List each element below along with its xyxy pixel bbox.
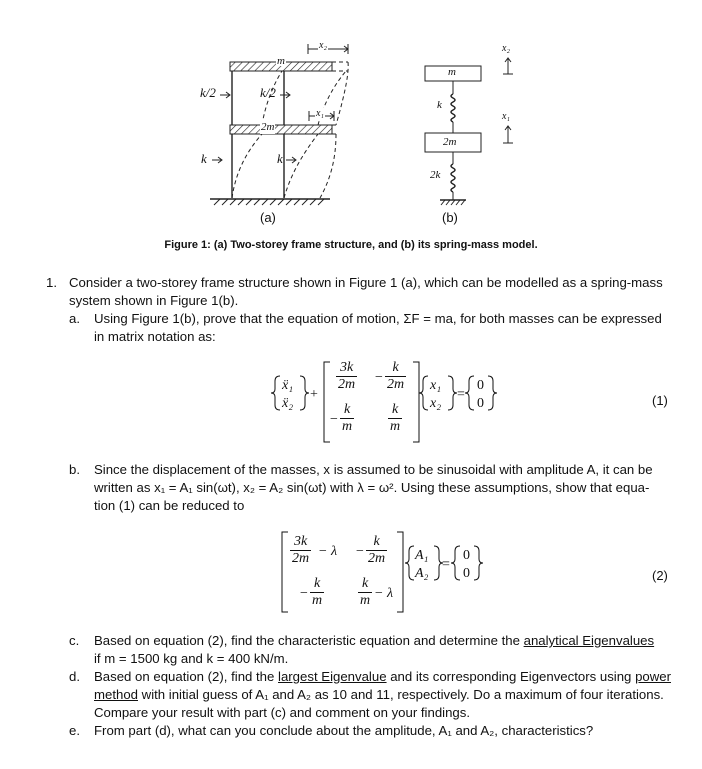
part-b-line-2: written as x₁ = A₁ sin(ωt), x₂ = A₂ sin(ωt) with λ = ω². Using these assumptions, show that equa- (94, 480, 650, 495)
label-x1-frame: x₁ (316, 108, 324, 119)
part-d-line-2 (94, 686, 664, 704)
eq2-m22-lambda: − λ (374, 586, 394, 601)
equation-1 (270, 358, 530, 448)
eq1-m22-num: k (391, 402, 399, 417)
eq2-m21-den: m (312, 593, 323, 608)
eq1-z2: 0 (477, 396, 484, 411)
figure-caption: Figure 1: (a) Two-storey frame structure, and (b) its spring-mass model. (164, 239, 538, 251)
part-a-line-1: Using Figure 1(b), prove that the equation of motion, ΣF = ma, for both masses can be expressed (94, 311, 662, 326)
eq2-m12-den: 2m (368, 551, 386, 566)
label-spring-k: k (437, 99, 442, 111)
part-d-line-1 (94, 668, 671, 686)
eq2-m21-sign: − (300, 586, 308, 601)
eq1-m21-sign: − (330, 412, 338, 427)
eq2-m11 (290, 534, 311, 567)
eq2-m22-den: m (360, 593, 371, 608)
label-m-top: m (277, 55, 285, 67)
eq2-m11-den: 2m (292, 551, 310, 566)
eq2-m21-num: k (313, 576, 321, 591)
second-floor-mass (230, 125, 332, 134)
label-spring-2k: 2k (430, 169, 441, 181)
spring-2k (451, 164, 455, 192)
eq1-m22 (388, 402, 402, 435)
spring-k (451, 94, 455, 122)
label-k-half-left: k/2 (200, 85, 216, 100)
equation-2-number: (2) (652, 568, 668, 583)
eq2-equals: = (442, 557, 450, 572)
label-spring-x1: x₁ (502, 111, 510, 122)
eq1-m22-den: m (390, 419, 401, 434)
eq2-m12-sign: − (356, 544, 364, 559)
part-d-power: power (635, 669, 671, 684)
part-b-line-3: tion (1) can be reduced to (94, 498, 245, 513)
part-b-line-1: Since the displacement of the masses, x is assumed to be sinusoidal with amplitude A, it can be (94, 462, 653, 477)
part-c-line-2: if m = 1500 kg and k = 400 kN/m. (94, 651, 289, 666)
eq1-m12-sign: − (375, 370, 383, 385)
part-e-label: e. (69, 723, 80, 738)
spring-mass-model (425, 58, 513, 205)
part-c-analytical-eigenvalues: analytical Eigenvalues (523, 633, 655, 648)
part-e-line-1: From part (d), what can you conclude about the amplitude, A₁ and A₂, characteristics? (94, 723, 594, 738)
label-x2-frame: x₂ (319, 40, 327, 51)
label-spring-x2: x₂ (502, 43, 510, 54)
part-a-line-2: in matrix notation as: (94, 329, 216, 344)
eq2-m22 (358, 576, 372, 609)
equation-2 (280, 528, 510, 618)
label-k-half-right: k/2 (260, 85, 276, 100)
eq2-m21 (310, 576, 324, 609)
eq1-m11-num: 3k (339, 360, 354, 375)
eq1-plus: + (310, 387, 318, 402)
eq1-v2: x₂ (430, 396, 442, 411)
part-b-label: b. (69, 462, 80, 477)
part-d-line-3: Compare your result with part (c) and comment on your findings. (94, 705, 471, 720)
equation-1-number: (1) (652, 393, 668, 408)
eq1-z1: 0 (477, 378, 484, 393)
eq2-m22-num: k (361, 576, 369, 591)
eq2-m12 (366, 534, 387, 567)
eq1-equals: = (457, 387, 465, 402)
subfigure-a-label: (a) (260, 210, 276, 225)
eq1-v1: x₁ (430, 378, 442, 393)
eq1-xdd1: ẍ₁ (282, 378, 294, 393)
part-d-largest-eigenvalue: largest Eigenvalue (278, 669, 387, 684)
eq1-m12-num: k (392, 360, 399, 375)
intro-line-1: Consider a two-storey frame structure shown in Figure 1 (a), which can be modelled as a spring-mass (69, 275, 663, 290)
part-d-text-3: with initial guess of A₁ and A₂ as 10 and 11, respectively. Do a maximum of four iterations. (138, 687, 664, 702)
question-number: 1. (46, 275, 57, 290)
part-a-label: a. (69, 311, 80, 326)
eq1-m11 (336, 360, 357, 393)
part-c-text: Based on equation (2), find the characteristic equation and determine the (94, 633, 524, 648)
part-d-method: method (94, 687, 138, 702)
intro-line-2: system shown in Figure 1(b). (69, 293, 239, 308)
eq1-m11-den: 2m (338, 377, 356, 392)
part-d-text-1: Based on equation (2), find the (94, 669, 279, 684)
label-k-left: k (201, 151, 207, 166)
eq2-m11-num: 3k (293, 534, 308, 549)
label-spring-2m: 2m (443, 136, 457, 148)
eq1-m21-den: m (342, 419, 353, 434)
label-spring-m: m (448, 66, 456, 78)
part-d-text-2: and its corresponding Eigenvectors using (386, 669, 636, 684)
frame-structure (210, 44, 348, 205)
label-2m-floor: 2m (261, 121, 275, 133)
eq2-z1: 0 (463, 548, 470, 563)
eq1-m21-num: k (343, 402, 351, 417)
figure (0, 0, 702, 260)
eq2-m12-num: k (373, 534, 380, 549)
eq2-v2: A₂ (415, 566, 429, 581)
eq1-m12 (385, 360, 406, 393)
part-d-label: d. (69, 669, 80, 684)
label-k-right: k (277, 151, 283, 166)
eq1-m21 (340, 402, 354, 435)
part-c-line-1 (94, 632, 654, 650)
eq1-xdd2: ẍ₂ (282, 396, 294, 411)
part-c-label: c. (69, 633, 80, 648)
eq2-m11-lambda: − λ (318, 544, 338, 559)
eq2-v1: A₁ (415, 548, 429, 563)
figure-drawing (0, 0, 702, 230)
eq1-m12-den: 2m (387, 377, 405, 392)
eq2-z2: 0 (463, 566, 470, 581)
subfigure-b-label: (b) (442, 210, 458, 225)
